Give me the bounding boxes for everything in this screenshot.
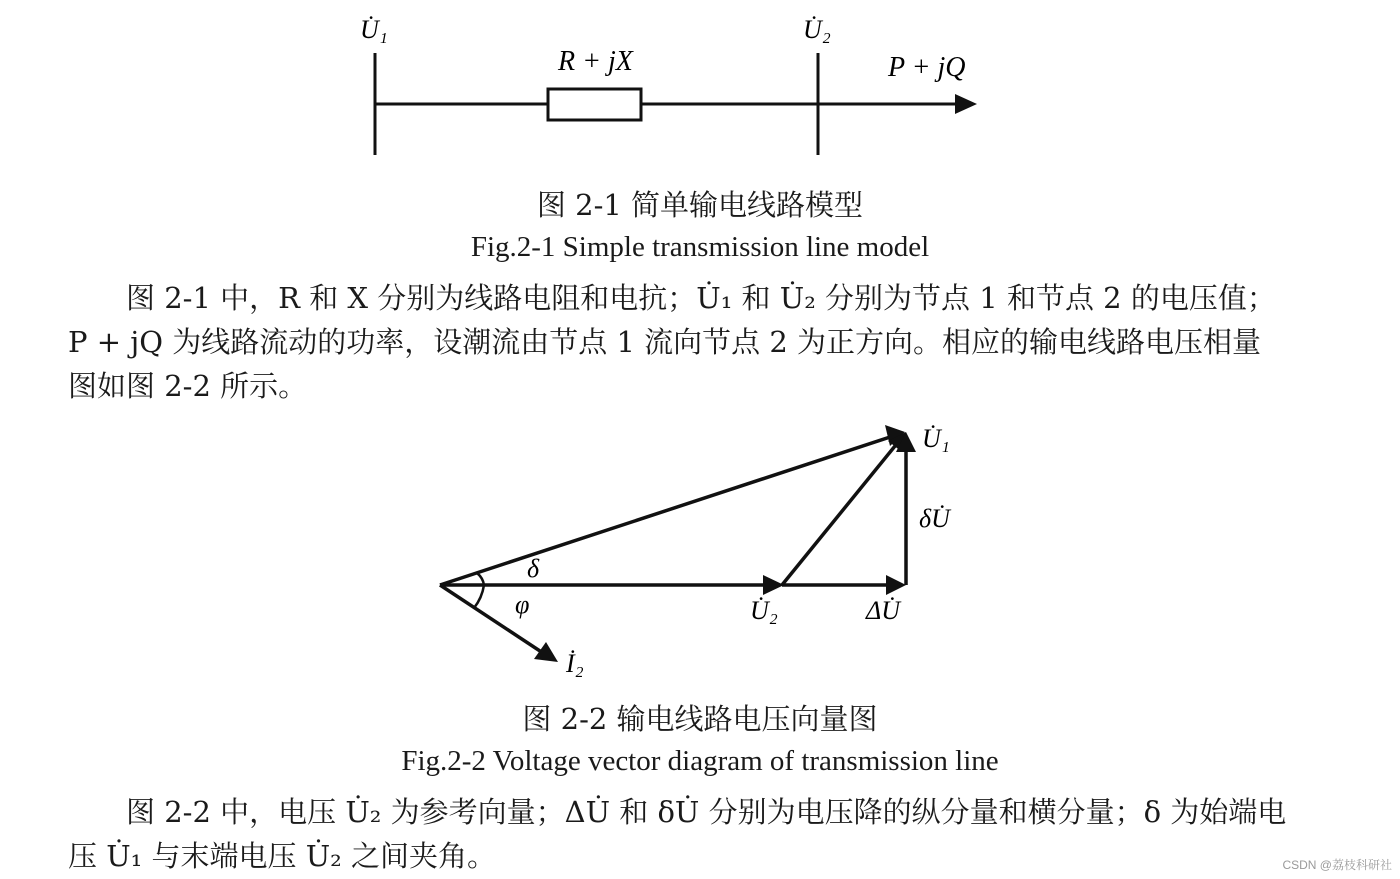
figure-2-1-caption-en: Fig.2-1 Simple transmission line model — [470, 231, 930, 263]
figure-2-2-caption-cn: 图 2-2 输电线路电压向量图 — [522, 702, 878, 736]
i2-label: İ₂ — [566, 649, 584, 678]
figure-2-2-caption-en: Fig.2-2 Voltage vector diagram of transmission line — [401, 745, 999, 777]
figure-2-1-caption-cn: 图 2-1 简单输电线路模型 — [536, 188, 864, 222]
small-delta-u-label: δU̇ — [919, 504, 950, 533]
u2-label: U̇₂ — [750, 596, 778, 625]
impedance-label: R + jX — [558, 46, 633, 77]
delta-u-label: ΔU̇ — [866, 596, 901, 625]
i2-arrowhead — [534, 642, 558, 662]
u2-arrowhead — [763, 575, 784, 595]
phi-angle-label: φ — [515, 590, 530, 619]
node-2-voltage-label: U̇₂ — [803, 15, 831, 44]
u1-label: U̇₁ — [922, 424, 950, 453]
delta-angle-label: δ — [527, 554, 540, 583]
paragraph-2 — [68, 790, 1313, 878]
paragraph-1-line-2: P + jQ 为线路流动的功率，设潮流由节点 1 流向节点 2 为正方向。相应的输电线路电压相量 — [68, 325, 1262, 359]
paragraph-1-line-1: 图 2-1 中，R 和 X 分别为线路电阻和电抗；U̇₁ 和 U̇₂ 分别为节点 1 和节点 2 的电压值； — [126, 281, 1276, 315]
paragraph-1-line-3: 图如图 2-2 所示。 — [68, 369, 308, 403]
watermark: CSDN @荔枝科研社 — [1282, 858, 1392, 872]
power-label: P + jQ — [888, 52, 966, 83]
paragraph-2-line-1: 图 2-2 中，电压 U̇₂ 为参考向量；ΔU̇ 和 δU̇ 分别为电压降的纵分量和横分量；δ 为始端电 — [126, 795, 1287, 829]
delta-angle-arc — [477, 573, 484, 585]
node-1-voltage-label: U̇₁ — [360, 15, 388, 44]
phi-angle-arc — [474, 585, 484, 608]
delta-u-arrowhead — [886, 575, 906, 595]
u1-vector-line — [440, 437, 890, 585]
paragraph-2-line-2: 压 U̇₁ 与末端电压 U̇₂ 之间夹角。 — [68, 839, 497, 873]
